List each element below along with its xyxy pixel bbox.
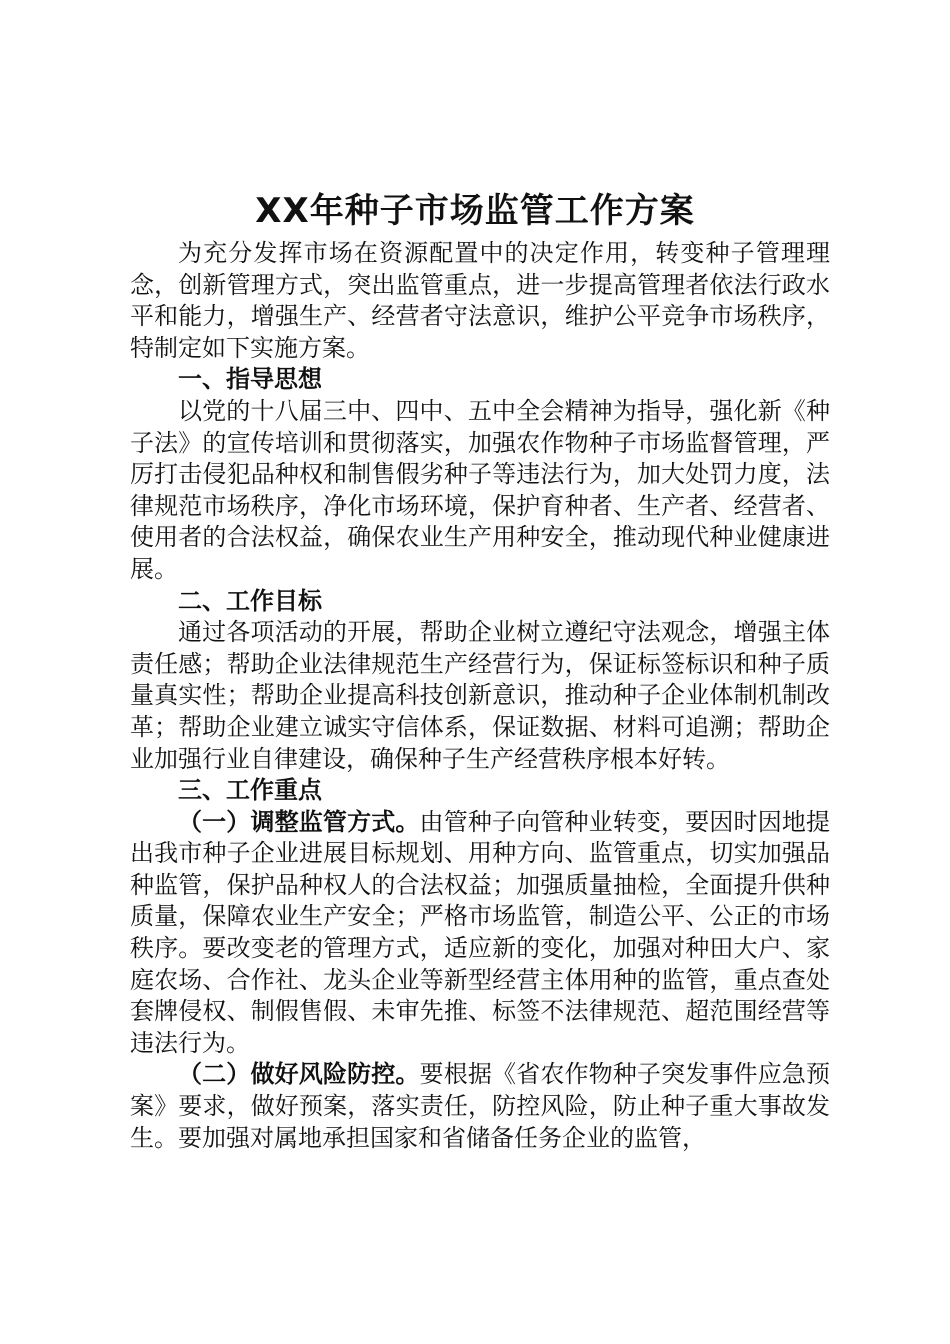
intro-paragraph: 为充分发挥市场在资源配置中的决定作用，转变种子管理理念，创新管理方式，突出监管重点，进一步提高管理者依法行政水平和能力，增强生产、经营者守法意识，维护公平竞争市场秩序，特制定如下实施方案。 (130, 239, 830, 362)
focus-item-lead: （一）调整监管方式。 (178, 807, 420, 836)
document-body (130, 238, 830, 1154)
section-heading-guiding-ideology: 一、指导思想 (178, 365, 322, 394)
section-heading-work-goals: 二、工作目标 (178, 586, 322, 615)
section-paragraph-guiding-ideology: 以党的十八届三中、四中、五中全会精神为指导，强化新《种子法》的宣传培训和贯彻落实，加强农作物种子市场监督管理，严厉打击侵犯品种权和制售假劣种子等违法行为，加大处罚力度，法律规范市场秩序，净化市场环境，保护育种者、生产者、经营者、使用者的合法权益，确保农业生产用种安全，推动现代种业健康进展。 (130, 396, 830, 583)
focus-item-adjust-supervision (130, 807, 830, 1060)
focus-item-risk-control (130, 1059, 830, 1154)
focus-item-lead: （二）做好风险防控。 (178, 1060, 420, 1089)
document-title: XX年种子市场监管工作方案 (255, 191, 695, 231)
section-heading-work-focus: 三、工作重点 (178, 776, 322, 805)
focus-item-text: 由管种子向管种业转变，要因时因地提出我市种子企业进展目标规划、用种方向、监管重点，切实加强品种监管，保护品种权人的合法权益；加强质量抽检，全面提升供种质量，保障农业生产安全；严格市场监管，制造公平、公正的市场秩序。要改变老的管理方式，适应新的变化，加强对种田大户、家庭农场、合作社、龙头企业等新型经营主体用种的监管，重点查处套牌侵权、制假售假、未审先推、标签不法律规范、超范围经营等违法行为。 (130, 807, 831, 1057)
section-paragraph-work-goals: 通过各项活动的开展，帮助企业树立遵纪守法观念，增强主体责任感；帮助企业法律规范生产经营行为，保证标签标识和种子质量真实性；帮助企业提高科技创新意识，推动种子企业体制机制改革；帮助企业建立诚实守信体系，保证数据、材料可追溯；帮助企业加强行业自律建设，确保种子生产经营秩序根本好转。 (130, 618, 830, 773)
focus-item-text: 要根据《省农作物种子突发事件应急预案》要求，做好预案，落实责任，防控风险，防止种子重大事故发生。要加强对属地承担国家和省储备任务企业的监管， (130, 1060, 831, 1152)
